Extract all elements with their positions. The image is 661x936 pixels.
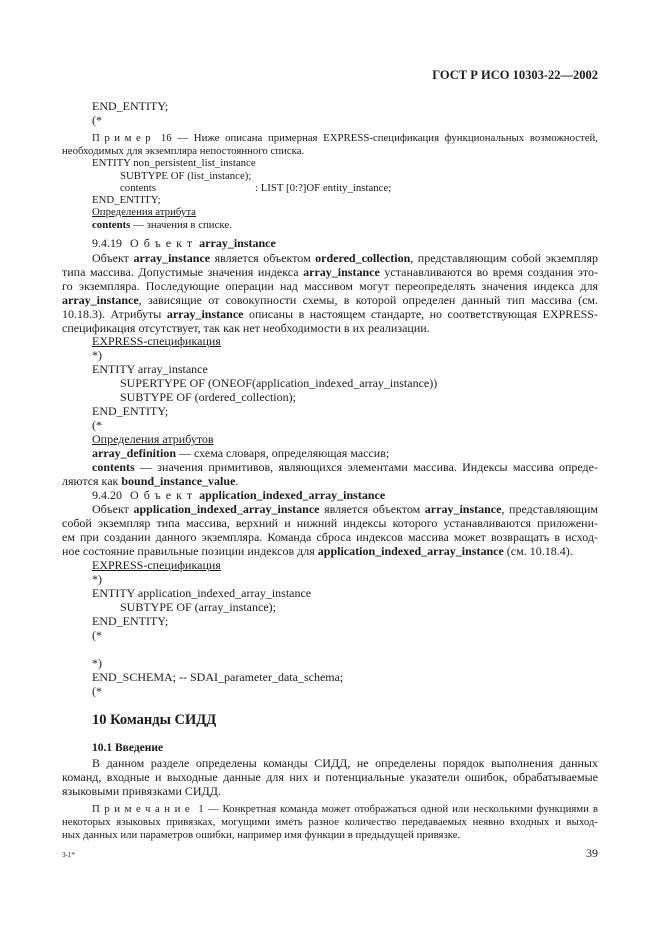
section-number: 9.4.19 [92,236,122,250]
section-entity-name: application_indexed_array_instance [199,488,386,502]
plain-text: типа массива. Допустимые значения индекса [62,265,304,279]
footer-code: 3-1* [62,851,75,859]
code-line: SUBTYPE OF (array_instance); [120,600,276,614]
code-line: (* [92,684,102,698]
code-line: SUBTYPE OF (ordered_collection); [120,390,296,404]
note-text: — Конкретная команда может отображаться одной или несколькими функциями в [207,803,599,815]
subsection-heading [92,741,163,755]
code-line: ENTITY non_persistent_list_instance [92,157,256,169]
bold-identifier: array_instance [62,293,139,307]
paragraph-line: команд, входные и выходные данные для них и потенциальные указатели ошибок, обрабатываемые [62,770,598,784]
subsection-title: Введение [115,742,164,754]
plain-text: го экземпляра. Последующие операции над массивом могут переопределять значения индекса для [62,279,598,293]
code-line: END_ENTITY; [92,194,161,206]
note-line [92,803,598,815]
code-attribute-type: : LIST [0:?]OF entity_instance; [255,182,392,194]
example-label: Пример [92,132,156,144]
bold-identifier: bound_instance_value [121,474,236,488]
attribute-definitions-heading: Определения атрибутов [92,432,214,446]
code-line [120,182,391,194]
plain-text: 10.18.3). Атрибуты [62,307,167,321]
paragraph-line: языковыми привязками СИДД. [62,784,221,798]
code-line: END_ENTITY; [92,404,169,418]
definition-term: contents [92,219,131,231]
paragraph-line [62,516,598,530]
plain-text: Объект [92,251,134,265]
bold-identifier: ordered_collection [315,251,411,265]
definition-text: — значения в списке. [130,219,232,231]
paragraph-line: В данном разделе определены команды СИДД, не определены порядок выполнения данных [92,756,598,770]
code-attribute-name: contents [120,182,156,194]
code-line: (* [92,628,102,642]
bold-identifier: application_indexed_array_instance [317,544,504,558]
example-16-line: необходимых для экземпляра непостоянного списка. [62,145,305,157]
paragraph-line [62,544,573,558]
definition-text: . [235,474,239,488]
section-heading-9-4-20 [92,488,385,502]
attribute-definitions-heading: Определения атрибута [92,206,196,218]
code-line: ENTITY array_instance [92,362,208,376]
chapter-heading [92,711,216,729]
bold-identifier: array_instance [166,307,244,321]
definition-text: — схема словаря, определяющая массив; [176,446,390,460]
plain-text: , представляющим собой экземпляр [410,251,599,265]
code-line: *) [92,656,102,670]
section-number: 9.4.20 [92,488,122,502]
subsection-number: 10.1 [92,742,113,754]
plain-text: , зависящие от совокупности схемы, в которой определен данный тип массива (см. [138,293,598,307]
example-text: — Ниже описана примерная EXPRESS-спецификация функциональных возможностей, [177,132,599,144]
paragraph-line [62,530,598,544]
code-line: SUPERTYPE OF (ONEOF(application_indexed_array_instance)) [120,376,438,390]
express-spec-heading: EXPRESS-спецификация [92,334,221,348]
bold-identifier: array_instance [303,265,380,279]
code-line: SUBTYPE OF (list_instance); [120,170,252,182]
plain-text: описаны в настоящем стандарте, но соответствующая EXPRESS- [243,307,598,321]
plain-text: собой экземпляр типа массива, верхний и нижний индексы которого устанавливаются приложени- [62,516,598,530]
plain-text: спецификация отсутствует, так как нет необходимости в их реализации. [62,321,430,335]
definition-text: — значения примитивов, являющихся элементами массива. Индексы массива опреде- [134,460,598,474]
attribute-definition [92,446,389,460]
plain-text: является объектом [210,251,316,265]
code-line: END_ENTITY; [92,99,169,113]
bold-identifier: array_instance [133,251,211,265]
definition-term: contents [92,460,135,474]
paragraph-line [92,251,598,265]
attribute-definition [62,474,238,488]
example-16-line [92,132,598,144]
code-line: (* [92,418,102,432]
section-kind-label: Объект [130,488,198,502]
plain-text: устанавливаются во время создания это- [379,265,598,279]
note-label: Примечание [92,803,195,815]
code-line: ENTITY application_indexed_array_instance [92,586,312,600]
paragraph-line [62,321,430,335]
page-number: 39 [586,846,598,860]
code-line: *) [92,348,102,362]
example-number: 16 [160,132,172,144]
code-line: *) [92,572,102,586]
paragraph-line [62,307,598,321]
code-line: END_ENTITY; [92,614,169,628]
definition-text: ляются как [62,474,122,488]
chapter-title: Команды СИДД [110,712,217,728]
note-line: ных данных или параметров ошибки, например имя функции в предыдущей привязке. [62,829,461,841]
paragraph-line [62,293,598,307]
bold-identifier: application_indexed_array_instance [133,502,320,516]
paragraph-line [62,279,598,293]
attribute-definition [92,219,232,231]
plain-text: ем при создании данного экземпляра. Команда сброса индексов массива может возвращать в исход- [62,530,598,544]
plain-text: (см. 10.18.4). [503,544,573,558]
document-header-title: ГОСТ Р ИСО 10303-22—2002 [432,68,598,82]
chapter-number: 10 [92,712,107,728]
code-line: (* [92,113,102,127]
plain-text: ное состояние правильные позиции индексов для [62,544,318,558]
bold-identifier: array_instance [424,502,502,516]
plain-text: является объектом [319,502,425,516]
note-number: 1 [198,803,204,815]
paragraph-line [62,265,598,279]
definition-term: array_definition [92,446,176,460]
note-line: некоторых языковых привязках, могущими иметь разное количество передаваемых неявно входных и выход- [62,816,598,828]
section-entity-name: array_instance [199,236,276,250]
plain-text: Объект [92,502,134,516]
paragraph-line [92,502,598,516]
express-spec-heading: EXPRESS-спецификация [92,558,221,572]
code-line: END_SCHEMA; -- SDAI_parameter_data_schema; [92,670,344,684]
plain-text: , представляющим [501,502,598,516]
attribute-definition [92,460,598,474]
section-kind-label: Объект [130,236,198,250]
section-heading-9-4-19 [92,236,276,250]
